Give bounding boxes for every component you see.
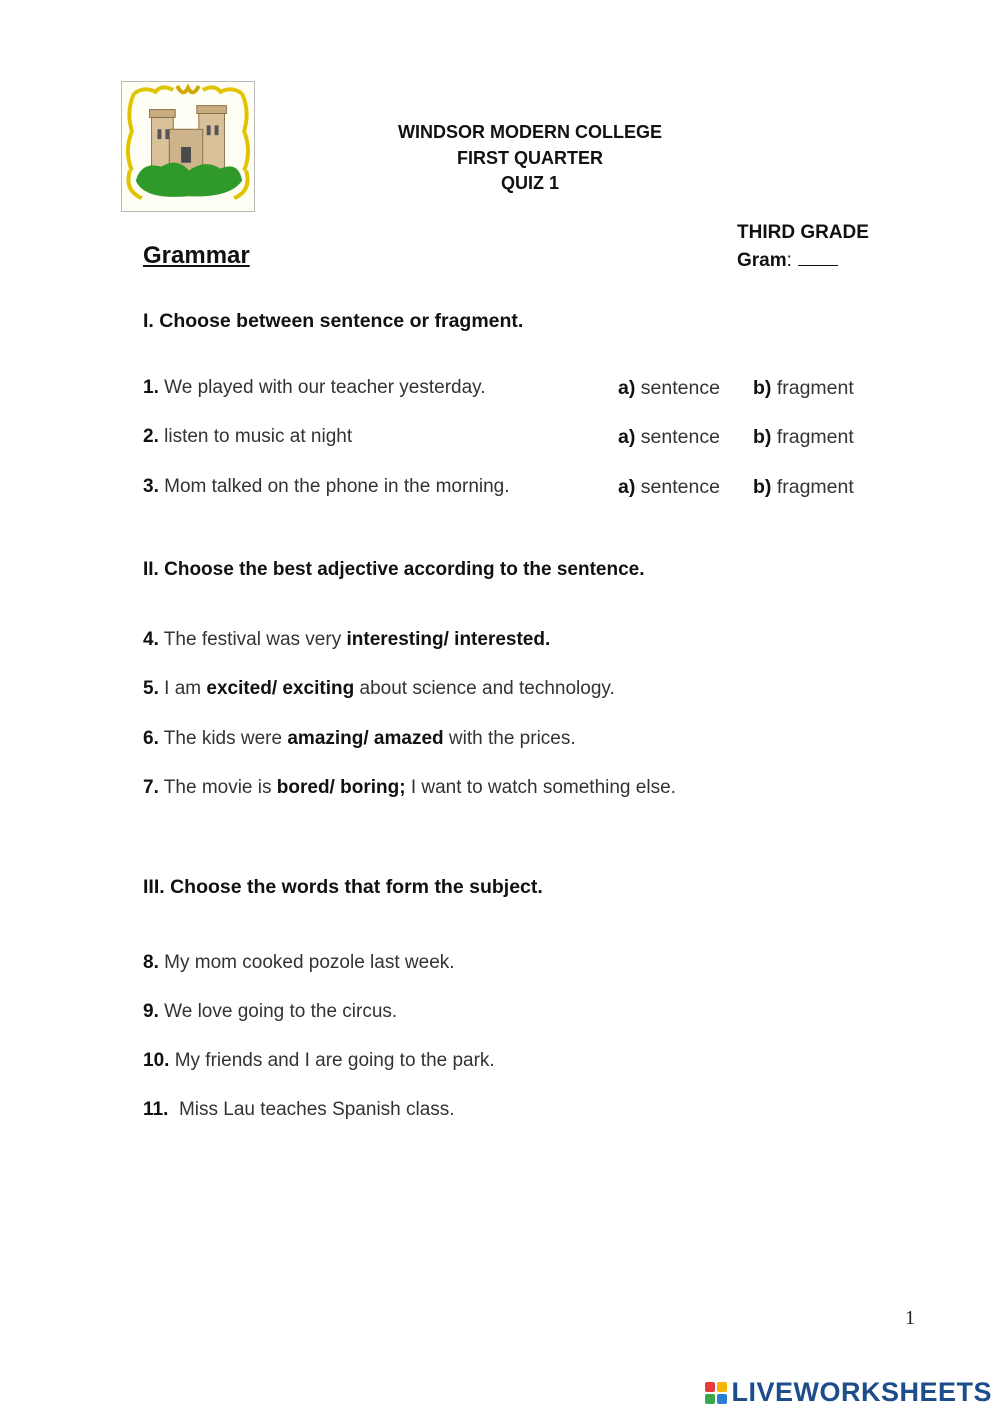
question-text[interactable]: We love going to the circus. (164, 1001, 398, 1022)
brand-name: LIVEWORKSHEETS (731, 1377, 992, 1407)
option-b-label[interactable]: b) (753, 476, 772, 498)
section-2-title: II. Choose the best adjective according to the sentence. (143, 559, 645, 580)
question-2-option-b[interactable] (753, 426, 854, 449)
question-11[interactable] (143, 1099, 455, 1121)
adjective-choice[interactable]: bored/ boring; (276, 777, 406, 798)
option-b-label[interactable]: b) (753, 377, 772, 399)
adjective-choice[interactable]: excited/ exciting (206, 678, 355, 699)
adjective-choice[interactable]: interesting/ interested. (346, 629, 551, 650)
question-text[interactable]: My mom cooked pozole last week. (164, 952, 455, 973)
question-4 (143, 629, 550, 651)
question-3 (143, 476, 510, 498)
quarter-label: FIRST QUARTER (457, 147, 603, 168)
question-text: We played with our teacher yesterday. (164, 377, 486, 398)
grade-label: THIRD GRADE (737, 222, 869, 243)
section-3-title (143, 876, 543, 899)
question-text-before: The kids were (163, 728, 283, 749)
question-number: 10. (143, 1050, 170, 1071)
question-text-after: about science and technology. (359, 678, 615, 699)
question-text-before: The festival was very (163, 629, 342, 650)
option-a-label[interactable]: a) (618, 426, 636, 448)
question-number: 3. (143, 476, 159, 497)
gram-colon: : (786, 250, 792, 271)
question-text[interactable]: My friends and I are going to the park. (174, 1050, 495, 1071)
quiz-label: QUIZ 1 (500, 173, 559, 193)
question-number: 5. (143, 678, 159, 699)
question-text[interactable]: Miss Lau teaches Spanish class. (178, 1099, 455, 1120)
question-9[interactable] (143, 1001, 397, 1023)
liveworksheets-brand[interactable] (705, 1377, 992, 1408)
option-b-text[interactable]: fragment (776, 377, 854, 399)
question-10[interactable] (143, 1050, 495, 1072)
section-3-title-text: Choose the words that form the subject. (170, 876, 543, 898)
gram-blank[interactable] (798, 251, 838, 266)
question-2-options[interactable] (618, 426, 720, 449)
grade-block (737, 219, 869, 275)
question-6 (143, 728, 576, 750)
question-number: 8. (143, 952, 159, 973)
section-3-prefix: III. (143, 876, 165, 898)
question-2 (143, 426, 352, 448)
question-3-options[interactable] (618, 476, 720, 499)
question-number: 6. (143, 728, 159, 749)
school-name: WINDSOR MODERN COLLEGE (398, 122, 662, 142)
option-b-text[interactable]: fragment (776, 476, 854, 498)
question-number: 9. (143, 1001, 159, 1022)
gram-label: Gram (737, 250, 787, 271)
question-text-before: I am (164, 678, 202, 699)
adjective-choice[interactable]: amazing/ amazed (287, 728, 444, 749)
question-1 (143, 377, 486, 399)
option-b-label[interactable]: b) (753, 426, 772, 448)
question-5 (143, 678, 615, 700)
option-a-text[interactable]: sentence (640, 476, 720, 498)
option-a-text[interactable]: sentence (640, 377, 720, 399)
question-number: 11. (143, 1099, 169, 1120)
option-b-text[interactable]: fragment (776, 426, 854, 448)
question-number: 7. (143, 777, 159, 798)
quiz-header (330, 120, 730, 197)
question-text-before: The movie is (163, 777, 272, 798)
question-number: 4. (143, 629, 159, 650)
question-number: 2. (143, 426, 159, 447)
question-3-option-b[interactable] (753, 476, 854, 499)
liveworksheets-logo-icon (705, 1382, 727, 1404)
section-1-title: I. Choose between sentence or fragment. (143, 310, 524, 332)
question-text: Mom talked on the phone in the morning. (164, 476, 510, 497)
option-a-label[interactable]: a) (618, 377, 636, 399)
page-number: 1 (905, 1307, 915, 1329)
subject-title: Grammar (143, 242, 250, 269)
question-text-after: with the prices. (448, 728, 576, 749)
option-a-text[interactable]: sentence (640, 426, 720, 448)
question-number: 1. (143, 377, 159, 398)
castle-crest-icon (122, 82, 254, 211)
question-7 (143, 777, 676, 799)
question-text-after: I want to watch something else. (410, 777, 676, 798)
question-text: listen to music at night (164, 426, 353, 447)
school-logo (121, 81, 255, 212)
question-1-options[interactable] (618, 377, 720, 400)
question-1-option-b[interactable] (753, 377, 854, 400)
question-8[interactable] (143, 952, 455, 974)
option-a-label[interactable]: a) (618, 476, 636, 498)
gram-field (737, 247, 869, 275)
